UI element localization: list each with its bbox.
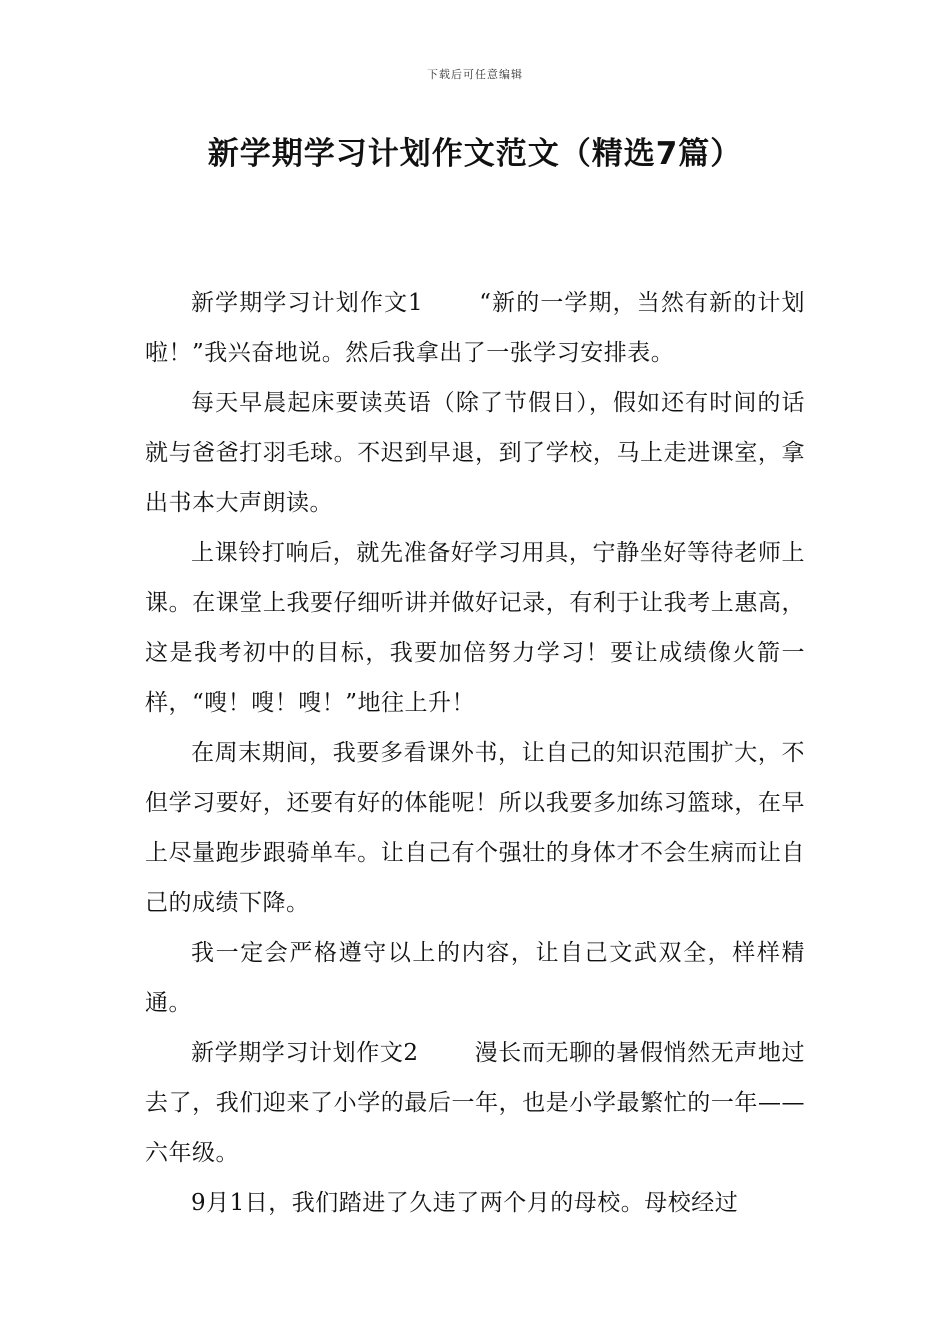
- paragraph-text: 在周末期间，我要多看课外书，让自己的知识范围扩大，不但学习要好，还要有好的体能呢！所以我要多加练习篮球，在早上尽量跑步跟骑单车。让自己有个强壮的身体才不会生病而让自己的成绩下降。: [145, 740, 805, 916]
- paragraph-3: [145, 528, 805, 728]
- paragraph-2: [145, 378, 805, 528]
- essay-heading-2: 新学期学习计划作文2: [191, 1040, 419, 1066]
- paragraph-text: 每天早晨起床要读英语（除了节假日），假如还有时间的话就与爸爸打羽毛球。不迟到早退，到了学校，马上走进课室，拿出书本大声朗读。: [145, 390, 805, 516]
- paragraph-6: [145, 1028, 805, 1178]
- paragraph-text: 我一定会严格遵守以上的内容，让自己文武双全，样样精通。: [145, 940, 805, 1016]
- page-title: 新学期学习计划作文范文（精选7篇）: [207, 136, 743, 172]
- header-note: 下载后可任意编辑: [427, 68, 523, 81]
- document-body: [145, 278, 805, 1228]
- paragraph-text: 漫长而无聊的暑假悄然无声地过去了，我们迎来了小学的最后一年，也是小学最繁忙的一年——六年级。: [145, 1040, 805, 1166]
- paragraph-7: [145, 1178, 805, 1228]
- paragraph-text: 9月1日，我们踏进了久违了两个月的母校。母校经过: [191, 1190, 739, 1216]
- paragraph-text: 上课铃打响后，就先准备好学习用具，宁静坐好等待老师上课。在课堂上我要仔细听讲并做好记录，有利于让我考上惠高，这是我考初中的目标，我要加倍努力学习！要让成绩像火箭一样，“嗖！嗖！嗖！”地往上升！: [145, 540, 805, 716]
- paragraph-text: “新的一学期，当然有新的计划啦！”我兴奋地说。然后我拿出了一张学习安排表。: [145, 290, 805, 366]
- essay-heading-1: 新学期学习计划作文1: [191, 290, 424, 316]
- paragraph-5: [145, 928, 805, 1028]
- paragraph-4: [145, 728, 805, 928]
- paragraph-1: [145, 278, 805, 378]
